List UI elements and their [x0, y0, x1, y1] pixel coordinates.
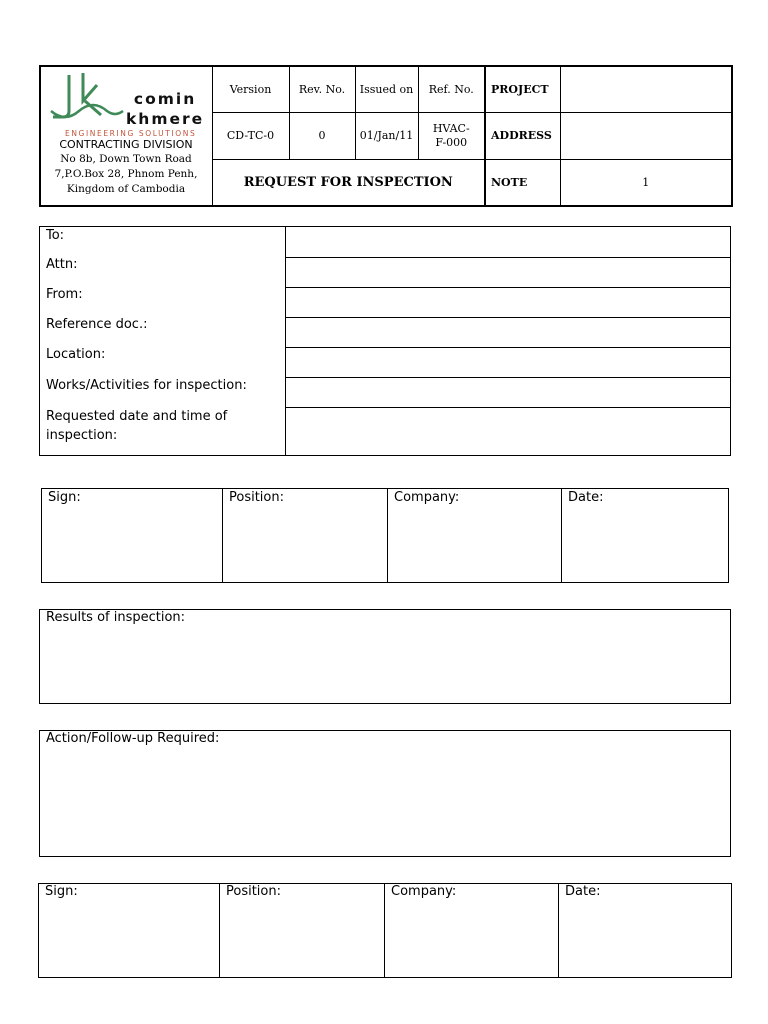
logo-cell	[40, 66, 212, 206]
works-field[interactable]	[286, 377, 730, 408]
to-field[interactable]	[286, 227, 730, 258]
company-label: Company:	[394, 490, 460, 505]
action-label: Action/Follow-up Required:	[46, 731, 220, 746]
info-block	[39, 226, 731, 456]
division-name: CONTRACTING DIVISION	[59, 138, 193, 151]
sign-block-1	[41, 488, 729, 583]
date-cell[interactable]	[562, 489, 728, 582]
header-block	[39, 65, 731, 205]
logo-wordmark	[126, 89, 204, 129]
requested-date-field[interactable]	[286, 407, 730, 455]
address-value[interactable]	[560, 113, 732, 160]
reference-doc-field[interactable]	[286, 317, 730, 348]
results-label: Results of inspection:	[46, 610, 186, 625]
position-label: Position:	[229, 490, 284, 505]
logo-word-1: comin	[133, 90, 197, 108]
header-table	[39, 65, 733, 207]
project-value[interactable]	[560, 66, 732, 113]
address-label: ADDRESS	[485, 113, 560, 160]
form-title: REQUEST FOR INSPECTION	[212, 159, 485, 206]
address-line-3: Kingdom of Cambodia	[66, 183, 186, 195]
address-line-1: No 8b, Down Town Road	[60, 153, 192, 165]
from-label: From:	[46, 287, 83, 302]
rev-no-label: Rev. No.	[289, 66, 355, 113]
results-box[interactable]	[39, 609, 731, 704]
issued-on-value: 01/Jan/11	[355, 113, 418, 160]
location-label: Location:	[46, 347, 106, 362]
position-label-2: Position:	[226, 884, 281, 899]
location-field[interactable]	[286, 347, 730, 378]
issued-on-label: Issued on	[355, 66, 418, 113]
note-label: NOTE	[485, 159, 560, 206]
from-field[interactable]	[286, 287, 730, 318]
position-cell[interactable]	[223, 489, 388, 582]
sign-cell[interactable]	[42, 489, 223, 582]
attn-label: Attn:	[46, 257, 78, 272]
requested-date-label: Requested date and time of inspection:	[46, 409, 228, 443]
date-label: Date:	[568, 490, 604, 505]
date-cell-2[interactable]	[559, 884, 731, 977]
project-label: PROJECT	[485, 66, 560, 113]
logo-tagline: ENGINEERING SOLUTIONS	[65, 129, 197, 138]
version-value: CD-TC-0	[212, 113, 289, 160]
works-label: Works/Activities for inspection:	[46, 378, 247, 393]
ref-no-label: Ref. No.	[418, 66, 485, 113]
ref-no-value: HVAC-F-000	[418, 113, 485, 160]
date-label-2: Date:	[565, 884, 601, 899]
company-cell[interactable]	[388, 489, 562, 582]
company-logo-icon	[49, 71, 125, 127]
position-cell-2[interactable]	[220, 884, 385, 977]
sign-label-2: Sign:	[45, 884, 78, 899]
reference-doc-label: Reference doc.:	[46, 317, 148, 332]
company-address	[41, 137, 211, 197]
info-labels	[40, 227, 286, 455]
company-label-2: Company:	[391, 884, 457, 899]
action-box[interactable]	[39, 730, 731, 857]
sign-cell-2[interactable]	[39, 884, 220, 977]
version-label: Version	[212, 66, 289, 113]
to-label: To:	[46, 228, 65, 243]
note-value: 1	[560, 159, 732, 206]
rev-no-value: 0	[289, 113, 355, 160]
attn-field[interactable]	[286, 257, 730, 288]
logo-word-2: khmere	[126, 110, 205, 128]
sign-block-2	[38, 883, 732, 978]
sign-label: Sign:	[48, 490, 81, 505]
company-cell-2[interactable]	[385, 884, 559, 977]
address-line-2: 7,P.O.Box 28, Phnom Penh,	[54, 168, 198, 180]
